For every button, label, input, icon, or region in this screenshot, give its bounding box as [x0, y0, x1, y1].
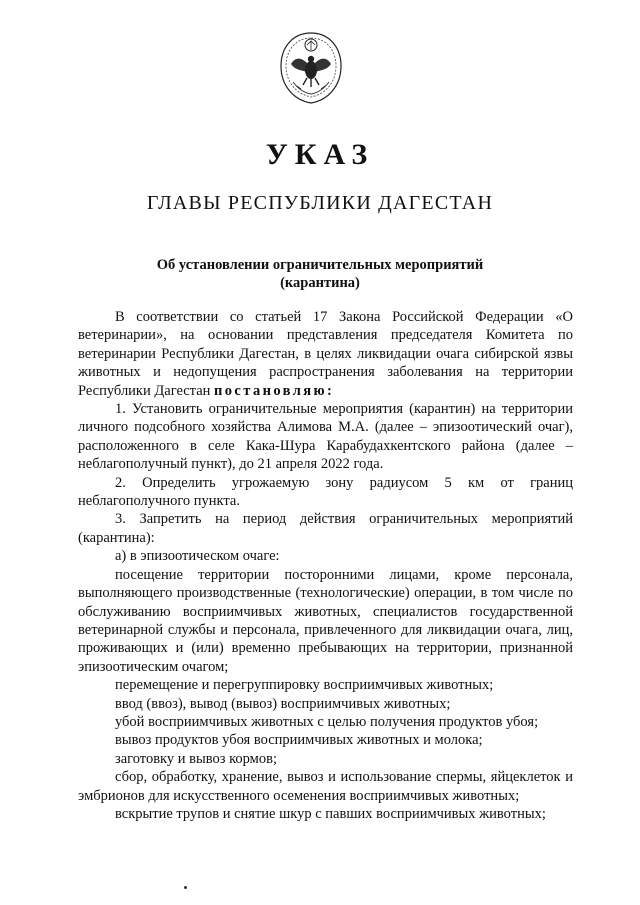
- paragraph-preamble: [78, 308, 573, 400]
- paragraph-item-3: 3. Запретить на период действия ограничительных мероприятий (карантина):: [78, 511, 573, 546]
- list-item: вывоз продуктов убоя восприимчивых животных и молока;: [115, 732, 483, 749]
- list-item: заготовку и вывоз кормов;: [115, 750, 277, 767]
- list-item: убой восприимчивых животных с целью получения продуктов убоя;: [115, 713, 539, 730]
- document-title: УКАЗ: [265, 138, 375, 171]
- scan-speck: [184, 886, 187, 889]
- paragraph-subitem-a: а) в эпизоотическом очаге:: [115, 548, 280, 565]
- heading-line: (карантина): [280, 275, 360, 291]
- coat-of-arms-emblem: [277, 30, 345, 106]
- document-heading: [0, 256, 640, 292]
- paragraph-item-2: 2. Определить угрожаемую зону радиусом 5 км от границ неблагополучного пункта.: [78, 474, 573, 510]
- list-item: сбор, обработку, хранение, вывоз и использование спермы, яйцеклеток и эмбрионов для искусственного осеменения восприимчивых животных;: [78, 769, 573, 804]
- document-subtitle: ГЛАВЫ РЕСПУБЛИКИ ДАГЕСТАН: [146, 192, 494, 214]
- document-body: [78, 308, 573, 823]
- list-item: посещение территории посторонними лицами, кроме персонала, выполняющего производственные (технологические) операции, в том числе по обслуживанию восприимчивых животных, специалистов государственной ветеринарной службы и персонала, привлеченного для ликвидации очага, лиц, проживающих и (или) временно пребывающих на территории, признанной эпизоотическим очагом;: [78, 566, 573, 675]
- list-item: вскрытие трупов и снятие шкур с павших восприимчивых животных;: [115, 805, 546, 822]
- list-item: ввод (ввоз), вывод (вывоз) восприимчивых животных;: [115, 695, 451, 712]
- heading-line: Об установлении ограничительных мероприятий: [156, 257, 484, 273]
- list-item: перемещение и перегруппировку восприимчивых животных;: [115, 677, 494, 694]
- paragraph-item-1: 1. Установить ограничительные мероприятия (карантин) на территории личного подсобного хозяйства Алимова М.А. (далее – эпизоотический очаг), расположенного в селе Кака-Шура Карабудахкентского района (далее – неблагополучный пункт), до 21 апреля 2022 года.: [78, 401, 573, 473]
- decree-keyword: постановляю:: [214, 382, 335, 399]
- paragraph-text: В соответствии со статьей 17 Закона Российской Федерации «О ветеринарии», на основании представления председателя Комитета по ветеринарии Республики Дагестан, в целях ликвидации очага сибирской язвы животных и недопущения распространения заболевания на территории Республики Дагестан: [78, 309, 573, 399]
